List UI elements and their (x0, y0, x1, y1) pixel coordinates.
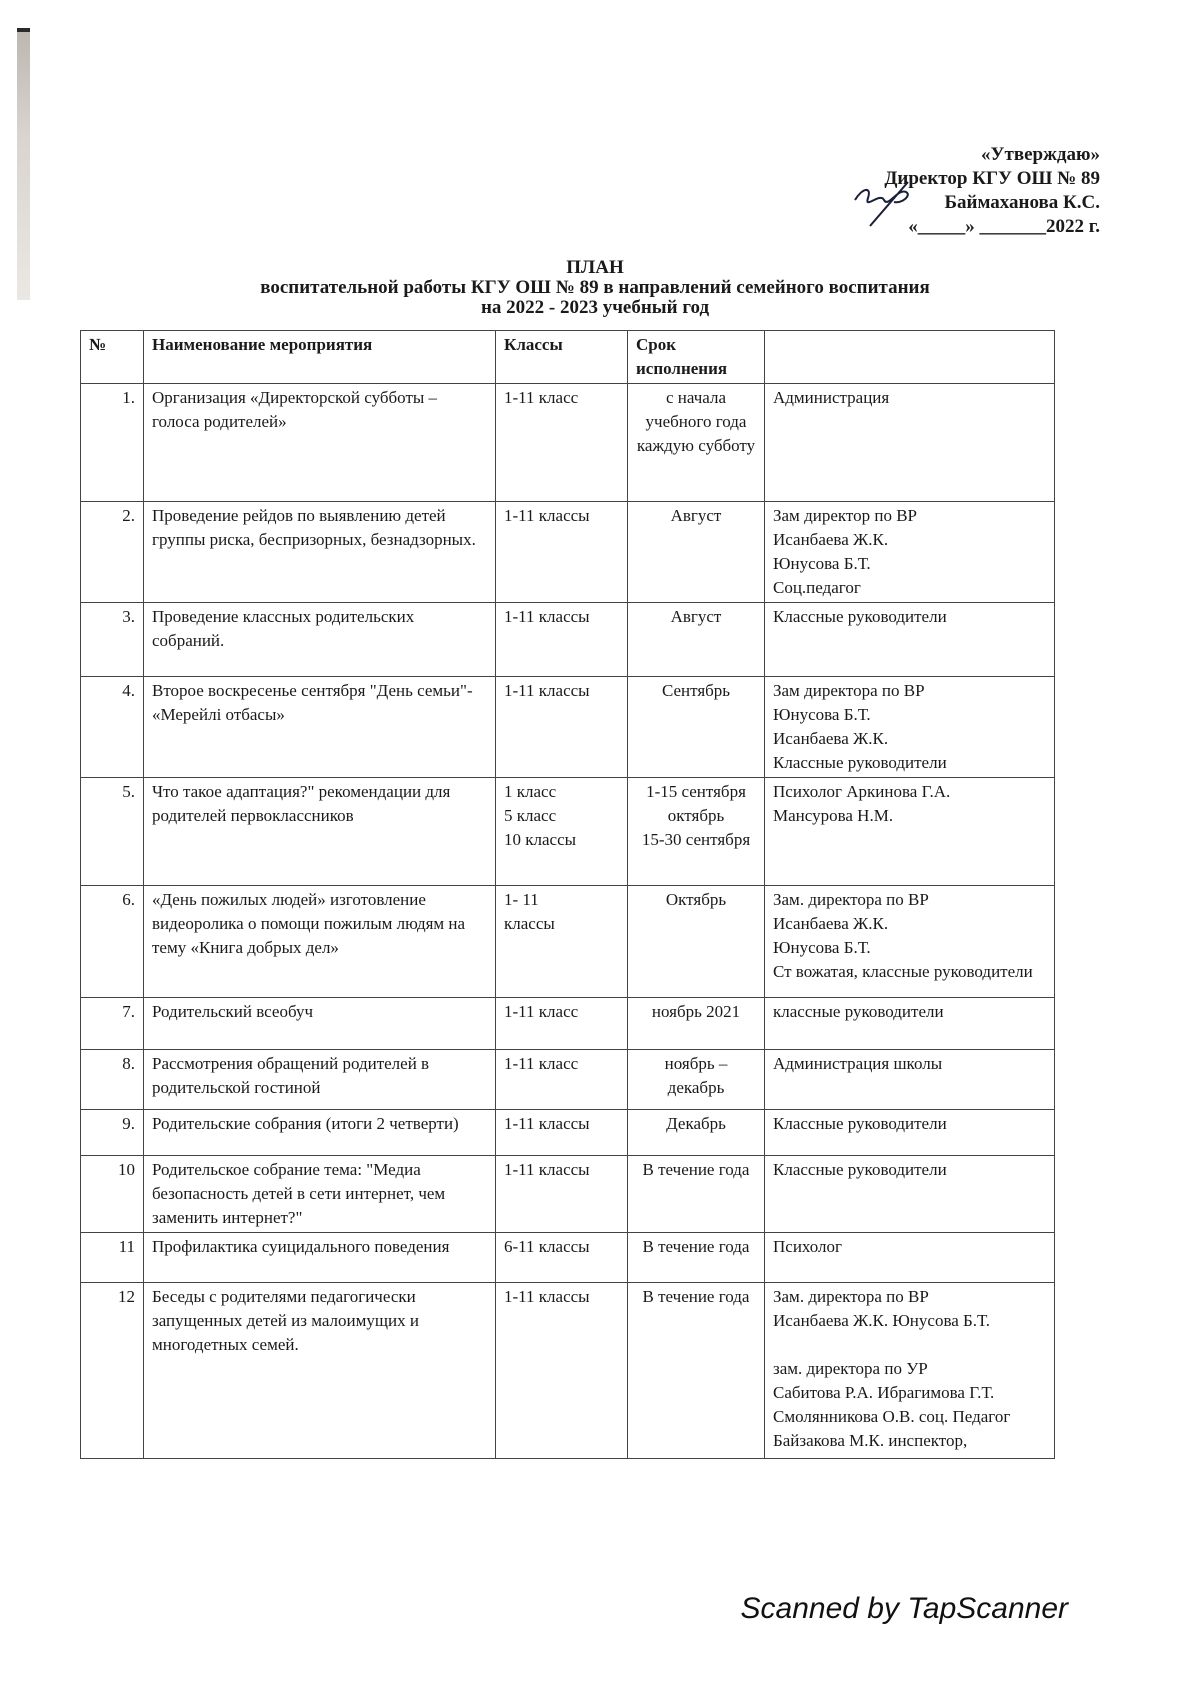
row-responsible: Психолог (765, 1233, 1055, 1283)
plan-table (80, 330, 1055, 1459)
row-event-name: Беседы с родителями педагогически запущенных детей из малоимущих и многодетных семей. (144, 1283, 496, 1459)
scanner-watermark: Scanned by TapScanner (740, 1592, 1068, 1625)
row-term: ноябрь 2021 (628, 998, 765, 1050)
row-responsible: Администрация школы (765, 1050, 1055, 1110)
row-responsible: Классные руководители (765, 1110, 1055, 1156)
row-event-name: Родительский всеобуч (144, 998, 496, 1050)
approval-date: «_____» _______2022 г. (908, 216, 1100, 237)
row-term: Август (628, 502, 765, 603)
row-classes: 1 класс 5 класс 10 классы (496, 778, 628, 886)
row-classes: 1-11 классы (496, 1283, 628, 1459)
table-row (81, 677, 1055, 778)
table-row (81, 603, 1055, 677)
approval-signatory: Баймаханова К.С. (944, 192, 1100, 213)
approval-heading: «Утверждаю» (981, 144, 1100, 165)
header-responsible (765, 331, 1055, 384)
row-term: 1-15 сентября октябрь 15-30 сентября (628, 778, 765, 886)
row-event-name: Организация «Директорской субботы – голоса родителей» (144, 384, 496, 502)
header-term: Срок исполнения (628, 331, 765, 384)
row-term: В течение года (628, 1283, 765, 1459)
table-row (81, 1110, 1055, 1156)
scan-edge-shadow (17, 28, 30, 300)
row-number: 6. (81, 886, 144, 998)
row-number: 10 (81, 1156, 144, 1233)
title-subject: воспитательной работы КГУ ОШ № 89 в направлений семейного воспитания (260, 277, 930, 298)
table-row (81, 998, 1055, 1050)
row-responsible: Психолог Аркинова Г.А. Мансурова Н.М. (765, 778, 1055, 886)
row-event-name: Родительское собрание тема: "Медиа безопасность детей в сети интернет, чем заменить интернет?" (144, 1156, 496, 1233)
row-number: 4. (81, 677, 144, 778)
row-term: В течение года (628, 1233, 765, 1283)
row-number: 9. (81, 1110, 144, 1156)
row-term: ноябрь – декабрь (628, 1050, 765, 1110)
row-responsible: Зам директора по ВР Юнусова Б.Т. Исанбаева Ж.К. Классные руководители (765, 677, 1055, 778)
table-row (81, 1233, 1055, 1283)
title-plan: ПЛАН (566, 257, 624, 278)
header-event-name: Наименование мероприятия (144, 331, 496, 384)
row-responsible: Зам. директора по ВР Исанбаева Ж.К. Юнусова Б.Т. Ст вожатая, классные руководители (765, 886, 1055, 998)
row-classes: 1-11 класс (496, 1050, 628, 1110)
row-event-name: Профилактика суицидального поведения (144, 1233, 496, 1283)
row-number: 3. (81, 603, 144, 677)
row-classes: 1-11 классы (496, 1110, 628, 1156)
row-term: Август (628, 603, 765, 677)
row-responsible: Зам директор по ВР Исанбаева Ж.К. Юнусова Б.Т. Соц.педагог (765, 502, 1055, 603)
header-number: № (81, 331, 144, 384)
table-row (81, 502, 1055, 603)
row-classes: 1-11 классы (496, 502, 628, 603)
row-term: Октябрь (628, 886, 765, 998)
row-event-name: Проведение рейдов по выявлению детей группы риска, беспризорных, безнадзорных. (144, 502, 496, 603)
row-responsible: Классные руководители (765, 603, 1055, 677)
row-classes: 6-11 классы (496, 1233, 628, 1283)
row-event-name: Что такое адаптация?" рекомендации для родителей первоклассников (144, 778, 496, 886)
document-title (170, 258, 1020, 318)
row-classes: 1-11 классы (496, 603, 628, 677)
row-classes: 1- 11 классы (496, 886, 628, 998)
row-event-name: Родительские собрания (итоги 2 четверти) (144, 1110, 496, 1156)
row-term: с начала учебного года каждую субботу (628, 384, 765, 502)
table-row (81, 1050, 1055, 1110)
row-responsible: Классные руководители (765, 1156, 1055, 1233)
row-number: 8. (81, 1050, 144, 1110)
table-row (81, 886, 1055, 998)
title-year: на 2022 - 2023 учебный год (480, 297, 710, 318)
table-row (81, 384, 1055, 502)
row-responsible: Администрация (765, 384, 1055, 502)
table-row (81, 1156, 1055, 1233)
row-number: 12 (81, 1283, 144, 1459)
signature-icon (850, 178, 920, 228)
row-classes: 1-11 класс (496, 998, 628, 1050)
row-term: В течение года (628, 1156, 765, 1233)
row-number: 5. (81, 778, 144, 886)
row-classes: 1-11 класс (496, 384, 628, 502)
header-classes: Классы (496, 331, 628, 384)
row-classes: 1-11 классы (496, 1156, 628, 1233)
approval-position: Директор КГУ ОШ № 89 (884, 168, 1100, 189)
row-event-name: Проведение классных родительских собраний. (144, 603, 496, 677)
table-row (81, 778, 1055, 886)
row-event-name: «День пожилых людей» изготовление видеоролика о помощи пожилым людям на тему «Книга добрых дел» (144, 886, 496, 998)
row-classes: 1-11 классы (496, 677, 628, 778)
row-number: 1. (81, 384, 144, 502)
row-event-name: Второе воскресенье сентября "День семьи"- «Мерейлі отбасы» (144, 677, 496, 778)
row-responsible: Зам. директора по ВР Исанбаева Ж.К. Юнусова Б.Т. зам. директора по УР Сабитова Р.А. Ибрагимова Г.Т. Смолянникова О.В. соц. Педагог Байзакова М.К. инспектор, (765, 1283, 1055, 1459)
table-header-row (81, 331, 1055, 384)
row-event-name: Рассмотрения обращений родителей в родительской гостиной (144, 1050, 496, 1110)
row-number: 11 (81, 1233, 144, 1283)
row-number: 2. (81, 502, 144, 603)
row-term: Сентябрь (628, 677, 765, 778)
row-term: Декабрь (628, 1110, 765, 1156)
table-row (81, 1283, 1055, 1459)
row-responsible: классные руководители (765, 998, 1055, 1050)
row-number: 7. (81, 998, 144, 1050)
